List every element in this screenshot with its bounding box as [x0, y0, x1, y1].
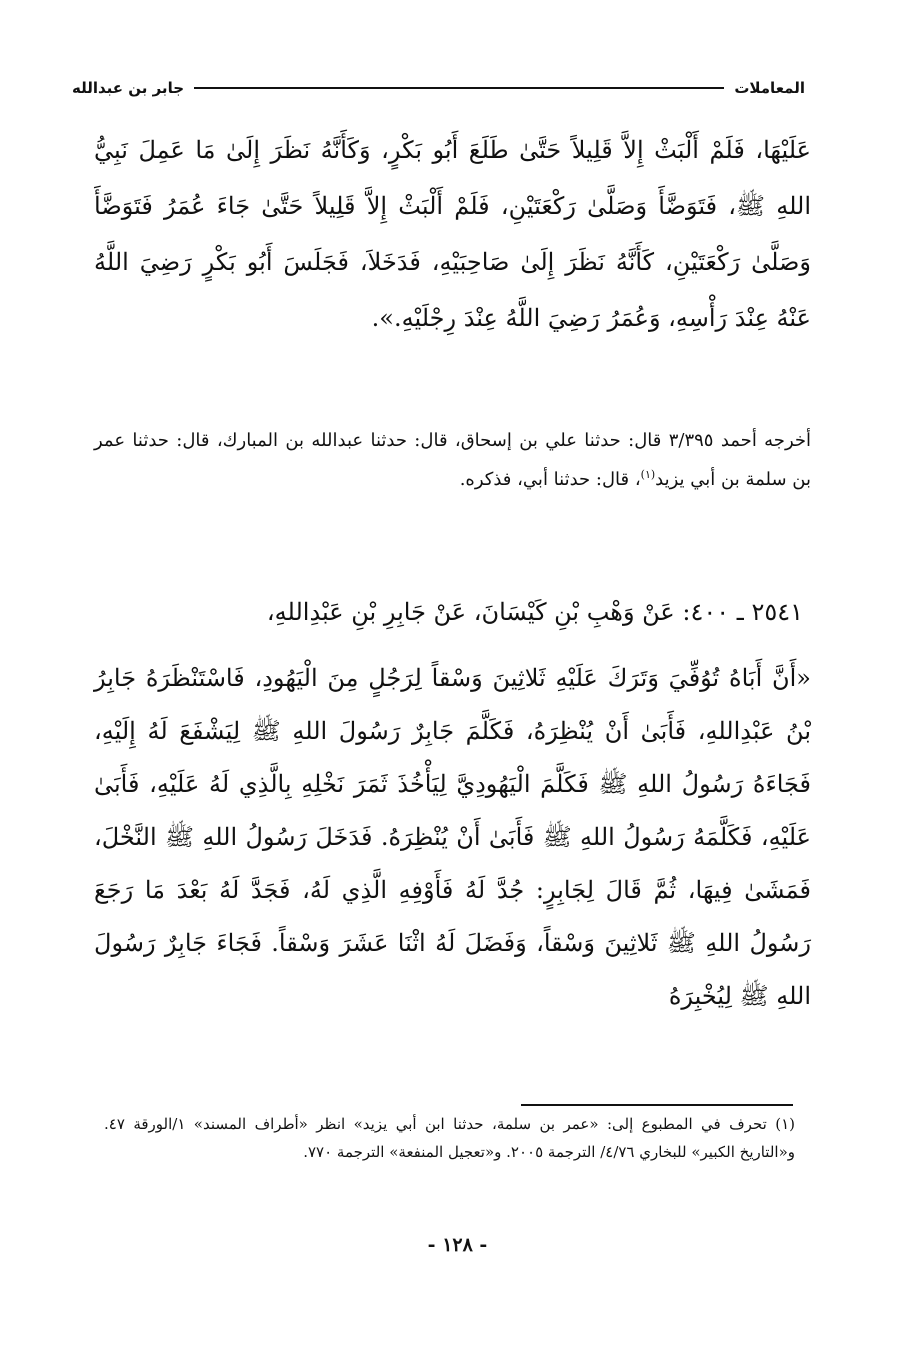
takhrij-paragraph — [94, 424, 811, 497]
takhrij-text: أخرجه أحمد ٣/٣٩٥ قال: حدثنا علي بن إسحاق، قال: حدثنا عبدالله بن المبارك، قال: حدثنا عمر بن سلمة بن أبي يزيد — [94, 430, 811, 490]
header-rule — [194, 87, 724, 89]
footnote-reference: (١) — [640, 468, 656, 481]
footnote-text: (١) تحرف في المطبوع إلى: «عمر بن سلمة، حدثنا ابن أبي يزيد» انظر «أطراف المسند» ١/الورقة ٤٧. و«التاريخ الكبير» للبخاري ٤/٧٦/ الترجمة ٢٠٠٥. و«تعجيل المنفعة» الترجمة ٧٧٠. — [104, 1115, 795, 1161]
running-header — [72, 70, 805, 106]
section-title: المعاملات — [734, 79, 805, 97]
footnote-rule — [521, 1104, 793, 1106]
takhrij-text-end: ، قال: حدثنا أبي، فذكره. — [459, 469, 641, 490]
hadith-body-text: «أَنَّ أَبَاهُ تُوُفِّيَ وَتَرَكَ عَلَيْهِ ثَلاثِينَ وَسْقاً لِرَجُلٍ مِنَ الْيَهُودِ، فَاسْتَنْظَرَهُ جَابِرُ بْنُ عَبْدِاللهِ، فَأَبَىٰ أَنْ يُنْظِرَهُ، فَكَلَّمَ جَابِرٌ رَسُولَ اللهِ ﷺ لِيَشْفَعَ لَهُ إِلَيْهِ، فَجَاءَهُ رَسُولُ اللهِ ﷺ فَكَلَّمَ الْيَهُودِيَّ لِيَأْخُذَ ثَمَرَ نَخْلِهِ بِالَّذِي لَهُ عَلَيْهِ، فَأَبَىٰ عَلَيْهِ، فَكَلَّمَهُ رَسُولُ اللهِ ﷺ فَأَبَىٰ أَنْ يُنْظِرَهُ. فَدَخَلَ رَسُولُ اللهِ ﷺ النَّخْلَ، فَمَشَىٰ فِيهَا، ثُمَّ قَالَ لِجَابِرٍ: جُدَّ لَهُ فَأَوْفِهِ الَّذِي لَهُ، فَجَدَّ لَهُ بَعْدَ مَا رَجَعَ رَسُولُ اللهِ ﷺ ثَلاثِينَ وَسْقاً، وَفَضَلَ لَهُ اثْنَا عَشَرَ وَسْقاً. فَجَاءَ جَابِرٌ رَسُولَ اللهِ ﷺ لِيُخْبِرَهُ — [94, 664, 811, 1010]
chapter-title: جابر بن عبدالله — [72, 79, 185, 97]
hadith-continuation-text: عَلَيْهَا، فَلَمْ أَلْبَثْ إِلاَّ قَلِيلاً حَتَّىٰ طَلَعَ أَبُو بَكْرٍ، وَكَأَنَّهُ نَظَرَ إِلَىٰ مَا عَمِلَ نَبِيُّ اللهِ ﷺ، فَتَوَضَّأَ وَصَلَّىٰ رَكْعَتَيْنِ، فَلَمْ أَلْبَثْ إِلاَّ قَلِيلاً حَتَّىٰ جَاءَ عُمَرُ فَتَوَضَّأَ وَصَلَّىٰ رَكْعَتَيْنِ، كَأَنَّهُ نَظَرَ إِلَىٰ صَاحِبَيْهِ، فَدَخَلاَ، فَجَلَسَ أَبُو بَكْرٍ رَضِيَ اللَّهُ عَنْهُ عِنْدَ رَأْسِهِ، وَعُمَرُ رَضِيَ اللَّهُ عِنْدَ رِجْلَيْهِ.». — [94, 136, 811, 332]
hadith-heading: ٢٥٤١ ـ ٤٠٠: عَنْ وَهْبِ بْنِ كَيْسَانَ، عَنْ جَابِرِ بْنِ عَبْدِاللهِ، — [266, 598, 803, 626]
page-number: - ١٢٨ - — [427, 1234, 488, 1256]
